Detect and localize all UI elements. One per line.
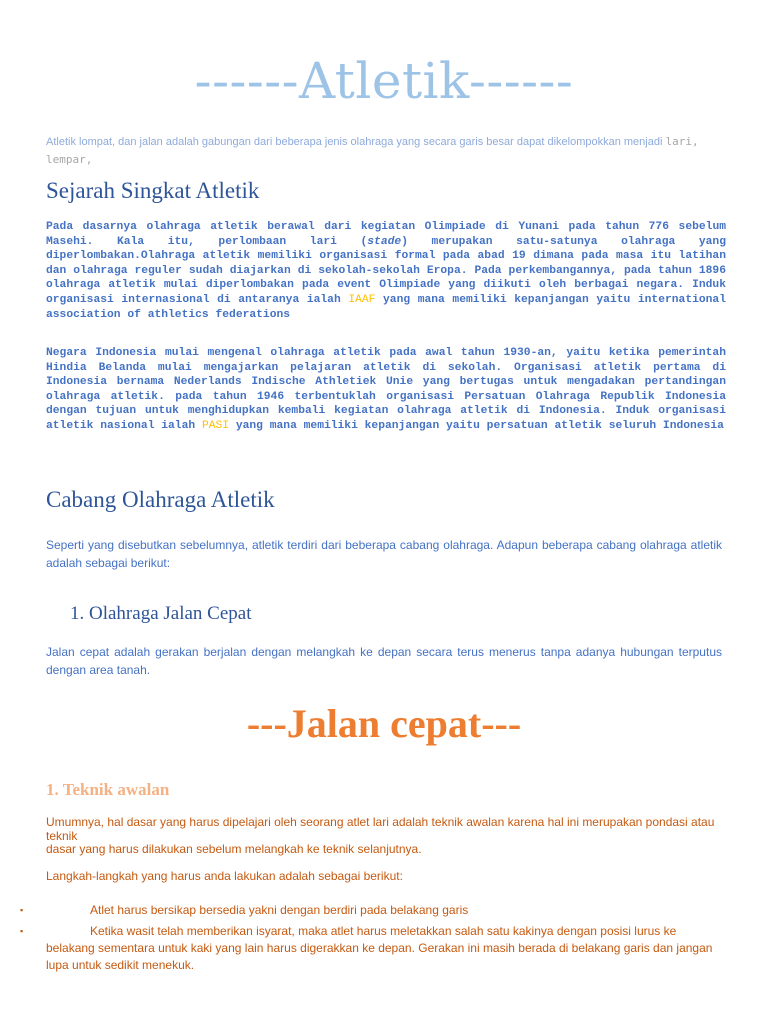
section-heading-cabang: Cabang Olahraga Atletik [46, 487, 275, 512]
sejarah-p2-text-a: Negara Indonesia mulai mengenal olahraga atletik pada awal tahun 1930-an, yaitu ketika pemerintah Hindia Belanda mulai mengajarkan pelajaran atletik di sekolah. Organisasi atletik pertama di Indonesia bernama Nederlands Indische Athletiek Unie yang bertugas untuk mengadakan pertandingan olahraga atletik. pada tahun 1946 terbentuklah organisasi Persatuan Olahraga Republik Indonesia dengan tujuan untuk menghidupkan kembali kegiatan olahraga atletik di Indonesia. Induk organisasi atletik nasional ialah [46, 347, 726, 432]
sejarah-paragraph-1 [46, 220, 726, 322]
page-title: ------Atletik------ [194, 52, 574, 110]
teknik-paragraph-line-2: dasar yang harus dilakukan sebelum melangkah ke teknik selanjutnya. [46, 842, 422, 856]
bullet-square-icon: ▪ [20, 926, 24, 936]
bullet-text-2: Ketika wasit telah memberikan isyarat, maka atlet harus meletakkan salah satu kakinya dengan posisi lurus ke belakang sementara untuk kaki yang lain harus digerakkan ke depan. Gerakan ini masih berada di belakang garis dan jangan lupa untuk sedikit menekuk. [46, 924, 713, 972]
cabang-intro-paragraph: Seperti yang disebutkan sebelumnya, atletik terdiri dari beberapa cabang olahraga. Adapun beberapa cabang olahraga atletik adalah sebagai berikut: [46, 538, 722, 570]
sejarah-p1-text-b: ) merupakan satu-satunya olahraga yang diperlombakan.Olahraga atletik memiliki organisasi formal pada abad 19 dimana pada masa itu latihan dan olahraga reguler sudah diajarkan di sekolah-sekolah Eropa. Pada perkembangannya, pada tahun 1896 olahraga atletik mulai diperlombakan pada event Olimpiade yang diikuti oleh berbagai negara. Induk organisasi internasional di antaranya ialah [46, 235, 726, 306]
highlight-iaaf: IAAF [348, 293, 376, 306]
section-heading-sejarah: Sejarah Singkat Atletik [46, 178, 260, 203]
highlight-pasi: PASI [201, 419, 230, 432]
jalan-cepat-title: ---Jalan cepat--- [246, 701, 522, 746]
intro-tail-lari: lari, [665, 135, 699, 148]
bullet-text-1: Atlet harus bersikap bersedia yakni dengan berdiri pada belakang garis [90, 903, 469, 917]
sejarah-p1-text-c: yang mana memiliki kepanjangan yaitu international association of athletics federations [46, 293, 726, 321]
intro-tail-lempar: lempar, [46, 153, 93, 166]
intro-text: Atletik lompat, dan jalan adalah gabungan dari beberapa jenis olahraga yang secara garis besar dapat dikelompokkan menjadi [46, 136, 666, 148]
list-item [20, 902, 726, 919]
jalan-cepat-definition: Jalan cepat adalah gerakan berjalan dengan melangkah ke depan secara terus menerus tanpa adanya hubungan terputus dengan area tanah. [46, 645, 722, 677]
bullet-square-icon: ▪ [20, 905, 24, 915]
list-item-heading-jalan-cepat: 1. Olahraga Jalan Cepat [70, 603, 252, 624]
list-item [20, 923, 726, 974]
sejarah-p1-emphasis: stade [367, 235, 402, 248]
intro-paragraph [46, 133, 722, 169]
sejarah-paragraph-2 [46, 346, 726, 434]
teknik-awalan-heading: 1. Teknik awalan [46, 780, 170, 799]
teknik-paragraph-line-1: Umumnya, hal dasar yang harus dipelajari oleh seorang atlet lari adalah teknik awalan karena hal ini merupakan pondasi atau teknik [46, 815, 715, 843]
sejarah-p1-text-a: Pada dasarnya olahraga atletik berawal dari kegiatan Olimpiade di Yunani pada tahun 776 sebelum Masehi. Kala itu, perlombaan lari ( [46, 221, 726, 248]
sejarah-p2-text-b: yang mana memiliki kepanjangan yaitu persatuan atletik seluruh Indonesia [229, 419, 724, 432]
langkah-intro: Langkah-langkah yang harus anda lakukan adalah sebagai berikut: [46, 869, 403, 883]
